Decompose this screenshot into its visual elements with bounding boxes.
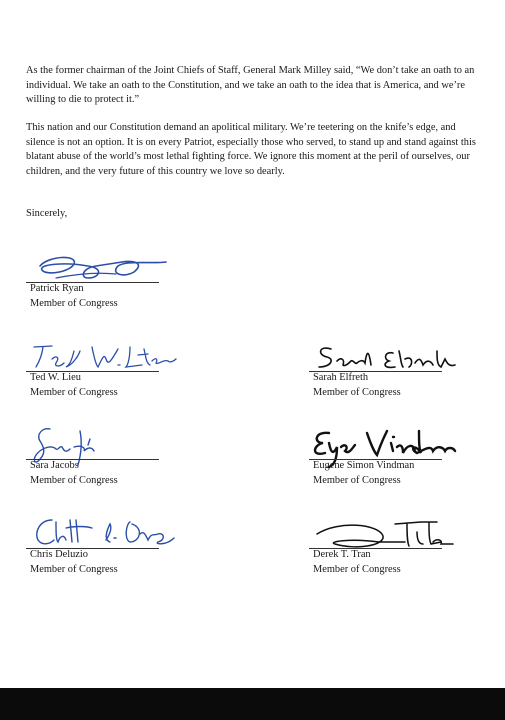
bottom-dark-bar <box>0 688 505 720</box>
signatory-name: Derek T. Tran <box>313 549 371 560</box>
letter-paragraph-body: This nation and our Constitution demand an apolitical military. We’re teetering on the knife’s edge, and silence is not an option. It is on every Patriot, especially those who served, to stand up and stand against this blatant abuse of the world’s most lethal fighting force. We ignore this moment at the peril of ourselves, our children, and the very future of this country we love so dearly. <box>26 122 476 178</box>
signatory-title: Member of Congress <box>30 564 118 575</box>
letter-paragraph-quote: As the former chairman of the Joint Chiefs of Staff, General Mark Milley said, “We don’t take an oath to an individual. We take an oath to the Constitution, and we take an oath to the idea that is America, and we’re willing to die to protect it.” <box>26 65 475 106</box>
signatory-name: Eugene Simon Vindman <box>313 460 415 471</box>
signatory-title: Member of Congress <box>30 387 118 398</box>
signature-block-sarah-elfreth <box>309 337 499 417</box>
signatory-name: Sarah Elfreth <box>313 372 369 383</box>
signatory-name: Ted W. Lieu <box>30 372 81 383</box>
signature-block-patrick-ryan <box>26 248 216 328</box>
signatory-name: Patrick Ryan <box>30 283 84 294</box>
signature-block-chris-deluzio <box>26 514 216 594</box>
signatory-name: Sara Jacobs <box>30 460 79 471</box>
signature-block-derek-tran <box>309 514 499 594</box>
signatory-title: Member of Congress <box>313 387 401 398</box>
letter-closing: Sincerely, <box>26 208 68 219</box>
signature-block-sara-jacobs <box>26 425 216 505</box>
signatory-title: Member of Congress <box>313 475 401 486</box>
signatory-title: Member of Congress <box>30 298 118 309</box>
signature-block-ted-lieu <box>26 337 216 417</box>
signatory-title: Member of Congress <box>313 564 401 575</box>
signature-block-eugene-vindman <box>309 425 499 505</box>
signatory-name: Chris Deluzio <box>30 549 89 560</box>
signatory-title: Member of Congress <box>30 475 118 486</box>
